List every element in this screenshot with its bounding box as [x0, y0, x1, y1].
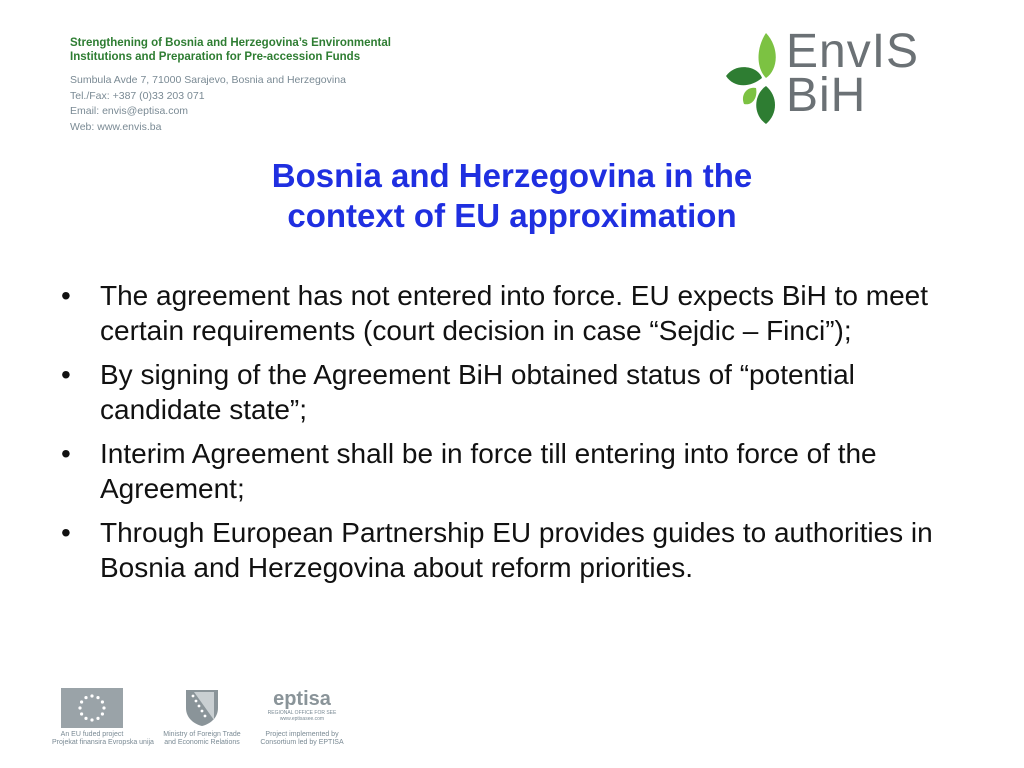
- logo-wordmark: [786, 25, 920, 122]
- bullet-icon: •: [61, 359, 71, 390]
- contact-info: [70, 73, 630, 135]
- eptisa-sub1: REGIONAL OFFICE FOR SEE: [267, 710, 337, 716]
- bullet-text: The agreement has not entered into force. EU expects BiH to meet certain requirements (court decision in case “Sejdic – Finci”);: [100, 280, 928, 346]
- leaf-top: [759, 33, 776, 78]
- org-name-line1: Strengthening of Bosnia and Herzegovina’s Environmental: [70, 37, 391, 49]
- ministry-caption-1: Ministry of Foreign Trade: [163, 731, 241, 738]
- leaf-bottom: [756, 86, 775, 124]
- bullet-item: [60, 436, 970, 506]
- envis-bih-logo: [722, 25, 962, 128]
- eu-logo-block: [52, 688, 154, 747]
- bullet-list: [60, 278, 970, 594]
- bullet-icon: •: [61, 438, 71, 469]
- org-name-line2: Institutions and Preparation for Pre-accession Funds: [70, 51, 361, 63]
- eptisa-sub2: www.eptisasee.com: [279, 716, 325, 722]
- bullet-icon: •: [61, 280, 71, 311]
- bih-coat-of-arms-icon: [184, 688, 220, 728]
- bullet-text: Through European Partnership EU provides guides to authorities in Bosnia and Herzegovina about reform priorities.: [100, 517, 933, 583]
- logo-line1: EnvIS: [786, 25, 920, 78]
- bullet-icon: •: [61, 517, 71, 548]
- org-header: [70, 36, 630, 135]
- ministry-caption-2: and Economic Relations: [164, 739, 240, 746]
- bullet-item: [60, 515, 970, 585]
- eu-caption-2: Projekat finansira Evropska unija: [52, 739, 154, 746]
- footer-logos: [52, 688, 352, 758]
- eptisa-caption-1: Project implemented by: [265, 731, 339, 738]
- eptisa-logo-icon: [257, 688, 347, 728]
- leaf-small: [743, 88, 756, 105]
- title-line1: Bosnia and Herzegovina in the: [271, 157, 753, 194]
- telephone: Tel./Fax: +387 (0)33 203 071: [70, 89, 205, 102]
- eu-flag-icon: [61, 688, 123, 728]
- website: Web: www.envis.ba: [70, 120, 162, 133]
- leaf-left: [726, 67, 762, 85]
- eptisa-wordmark: eptisa: [273, 688, 331, 710]
- title-line2: context of EU approximation: [287, 197, 737, 234]
- org-name: [70, 36, 630, 64]
- bullet-item: [60, 278, 970, 348]
- eu-caption-1: An EU fuded project: [60, 731, 124, 738]
- bullet-text: By signing of the Agreement BiH obtained status of “potential candidate state”;: [100, 359, 855, 425]
- bullet-item: [60, 357, 970, 427]
- address: Sumbula Avde 7, 71000 Sarajevo, Bosnia and Herzegovina: [70, 74, 346, 86]
- logo-line2: BiH: [786, 69, 867, 122]
- eptisa-logo-block: [257, 688, 347, 747]
- leaves-icon: [722, 28, 792, 128]
- eptisa-caption-2: Consortium led by EPTISA: [260, 739, 344, 746]
- slide-title: [112, 156, 912, 236]
- email: Email: envis@eptisa.com: [70, 105, 189, 117]
- ministry-logo-block: [162, 688, 242, 747]
- bullet-text: Interim Agreement shall be in force till entering into force of the Agreement;: [100, 438, 877, 504]
